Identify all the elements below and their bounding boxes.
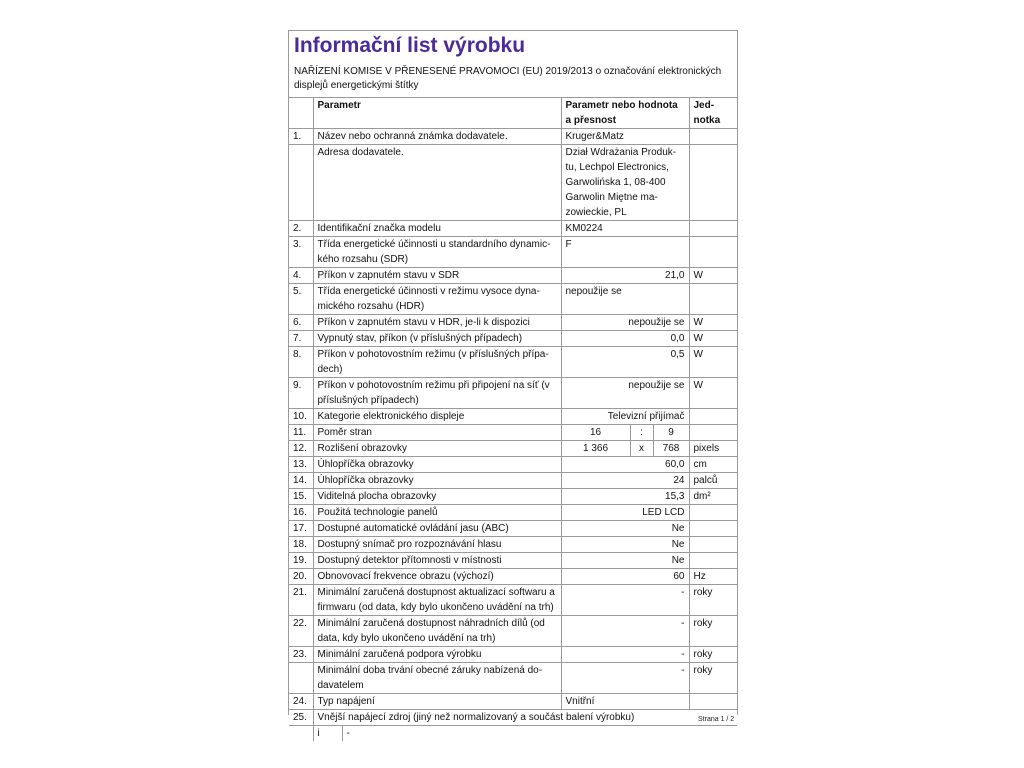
row-num: 8. (289, 347, 313, 378)
row-param: Minimální zaručená dostupnost aktualizací softwaru a firmwaru (od data, kdy bylo ukončeno uvádění na trh) (313, 585, 561, 616)
table-row (289, 710, 737, 726)
table-row (289, 331, 737, 347)
row-value: - (561, 585, 689, 616)
regulation-subtitle: NAŘÍZENÍ KOMISE V PŘENESENÉ PRAVOMOCI (EU) 2019/2013 o označování elektronických displejů energetickými štítky (294, 66, 722, 91)
table-row-sub (289, 726, 737, 742)
row-num: 21. (289, 585, 313, 616)
table-row (289, 409, 737, 425)
row-num: 2. (289, 221, 313, 237)
row-param: Kategorie elektronického displeje (313, 409, 561, 425)
row-num: 15. (289, 489, 313, 505)
resolution-height: 768 (662, 443, 680, 454)
row-param: Příkon v pohotovostním režimu (v příslušných přípa-dech) (313, 347, 561, 378)
row-unit: palců (689, 473, 737, 489)
row-param: Typ napájení (313, 694, 561, 710)
row-unit: roky (689, 663, 737, 694)
row-num: 24. (289, 694, 313, 710)
table-row (289, 237, 737, 268)
row-num: 11. (289, 425, 313, 441)
row-param: Použitá technologie panelů (313, 505, 561, 521)
table-row (289, 378, 737, 409)
table-header-row (289, 98, 737, 129)
table-row (289, 585, 737, 616)
row-unit (689, 221, 737, 237)
row-num: 10. (289, 409, 313, 425)
row-num: 25. (289, 710, 313, 726)
row-value: KM0224 (561, 221, 689, 237)
row-param: Vypnutý stav, příkon (v příslušných případech) (313, 331, 561, 347)
parameters-table (289, 97, 737, 741)
table-row (289, 553, 737, 569)
row-value: F (561, 237, 689, 268)
row-value: Ne (561, 553, 689, 569)
table-row (289, 347, 737, 378)
row-unit: W (689, 315, 737, 331)
row-param: Úhlopříčka obrazovky (313, 473, 561, 489)
row-num: 7. (289, 331, 313, 347)
row-num (289, 145, 313, 221)
row-num: 13. (289, 457, 313, 473)
row-value: 21,0 (561, 268, 689, 284)
row-param: Příkon v pohotovostním režimu při připojení na síť (v příslušných případech) (313, 378, 561, 409)
header-value: Parametr nebo hodnota a přesnost (561, 98, 689, 129)
row-num: 23. (289, 647, 313, 663)
row-param: Poměr stran (313, 425, 561, 441)
row-unit: cm (689, 457, 737, 473)
row-unit: Hz (689, 569, 737, 585)
header-unit: Jed-notka (689, 98, 737, 129)
row-num: 18. (289, 537, 313, 553)
row-unit: roky (689, 616, 737, 647)
row-param: Rozlišení obrazovky (313, 441, 561, 457)
row-unit: W (689, 347, 737, 378)
table-row (289, 315, 737, 331)
row-unit (689, 237, 737, 268)
row-param: Adresa dodavatele. (313, 145, 561, 221)
row-param: Úhlopříčka obrazovky (313, 457, 561, 473)
row-num: 19. (289, 553, 313, 569)
table-row (289, 647, 737, 663)
row-num: 16. (289, 505, 313, 521)
row-value: nepoužije se (561, 315, 689, 331)
row-value: Vnitřní (561, 694, 689, 710)
row-value: 0,5 (561, 347, 689, 378)
row-unit (689, 284, 737, 315)
row-param: Vnější napájecí zdroj (jiný než normalizovaný a součást balení výrobku) (313, 710, 737, 726)
row-unit: W (689, 331, 737, 347)
row-num: 6. (289, 315, 313, 331)
row-param: Dostupný detektor přítomnosti v místnosti (313, 553, 561, 569)
table-row (289, 505, 737, 521)
row-param: Název nebo ochranná známka dodavatele. (313, 129, 561, 145)
row-num (289, 663, 313, 694)
row-unit (689, 505, 737, 521)
row-num: 9. (289, 378, 313, 409)
table-row (289, 425, 737, 441)
row-num: 3. (289, 237, 313, 268)
row-param: Dostupný snímač pro rozpoznávání hlasu (313, 537, 561, 553)
table-row (289, 145, 737, 221)
table-row (289, 457, 737, 473)
row-num: 20. (289, 569, 313, 585)
table-row (289, 489, 737, 505)
table-row (289, 663, 737, 694)
row-param: Třída energetické účinnosti u standardního dynamic-kého rozsahu (SDR) (313, 237, 561, 268)
row-param: Minimální zaručená podpora výrobku (313, 647, 561, 663)
row-value: 60,0 (561, 457, 689, 473)
row-unit: dm² (689, 489, 737, 505)
row-param: Příkon v zapnutém stavu v SDR (313, 268, 561, 284)
row-unit: roky (689, 585, 737, 616)
table-row (289, 521, 737, 537)
table-row (289, 694, 737, 710)
table-row (289, 129, 737, 145)
row-param: Dostupné automatické ovládání jasu (ABC) (313, 521, 561, 537)
resolution-width: 1 366 (562, 441, 631, 456)
row-num: 1. (289, 129, 313, 145)
table-row (289, 441, 737, 457)
row-unit (689, 425, 737, 441)
table-row (289, 537, 737, 553)
row-param: Obnovovací frekvence obrazu (výchozí) (313, 569, 561, 585)
row-num: 14. (289, 473, 313, 489)
header-num-cell (289, 98, 313, 129)
row-num: 5. (289, 284, 313, 315)
row-num: 12. (289, 441, 313, 457)
row-value: Televizní přijímač (561, 409, 689, 425)
row-value: 60 (561, 569, 689, 585)
row-value: 15,3 (561, 489, 689, 505)
sub-col-2: - (346, 728, 350, 739)
table-row (289, 616, 737, 647)
row-value: LED LCD (561, 505, 689, 521)
row-value: Kruger&Matz (561, 129, 689, 145)
document-title: Informační list výrobku (294, 34, 526, 57)
row-value: 24 (561, 473, 689, 489)
row-value: 0,0 (561, 331, 689, 347)
row-value: nepoužije se (561, 378, 689, 409)
row-unit: pixels (689, 441, 737, 457)
row-unit (689, 553, 737, 569)
row-param: Minimální zaručená dostupnost náhradních dílů (od data, kdy bylo ukončeno uvádění na trh) (313, 616, 561, 647)
row-unit (689, 409, 737, 425)
table-row (289, 221, 737, 237)
row-value: Ne (561, 521, 689, 537)
row-value: nepoužije se (561, 284, 689, 315)
aspect-width: 16 (562, 425, 631, 440)
row-value: Dział Wdrażania Produk-tu, Lechpol Electronics, Garwolińska 1, 08-400 Garwolin Miętne ma-zowieckie, PL (561, 145, 689, 221)
table-row (289, 268, 737, 284)
row-num: 4. (289, 268, 313, 284)
page-number: Strana 1 / 2 (698, 716, 735, 723)
row-unit (689, 145, 737, 221)
row-unit: roky (689, 647, 737, 663)
row-param: Minimální doba trvání obecné záruky nabízená do-davatelem (313, 663, 561, 694)
row-value: - (561, 647, 689, 663)
table-row (289, 569, 737, 585)
row-num: 17. (289, 521, 313, 537)
table-row (289, 473, 737, 489)
row-value: - (561, 663, 689, 694)
row-value-split (561, 441, 689, 457)
row-unit (689, 521, 737, 537)
row-value: - (561, 616, 689, 647)
row-unit (689, 537, 737, 553)
aspect-separator: : (631, 425, 654, 440)
row-unit: W (689, 268, 737, 284)
row-param: Příkon v zapnutém stavu v HDR, je-li k dispozici (313, 315, 561, 331)
row-unit (689, 694, 737, 710)
header-param: Parametr (313, 98, 561, 129)
sub-num-empty (289, 726, 313, 742)
row-param: Viditelná plocha obrazovky (313, 489, 561, 505)
row-value-split (561, 425, 689, 441)
row-param: Třída energetické účinnosti v režimu vysoce dyna-mického rozsahu (HDR) (313, 284, 561, 315)
row-unit: W (689, 378, 737, 409)
row-unit (689, 129, 737, 145)
row-value: Ne (561, 537, 689, 553)
sub-cells-wrap (313, 726, 737, 742)
resolution-separator: x (631, 441, 654, 456)
row-param: Identifikační značka modelu (313, 221, 561, 237)
table-row (289, 284, 737, 315)
row-num: 22. (289, 616, 313, 647)
aspect-height: 9 (668, 427, 674, 438)
sub-col-1: i (314, 726, 343, 741)
